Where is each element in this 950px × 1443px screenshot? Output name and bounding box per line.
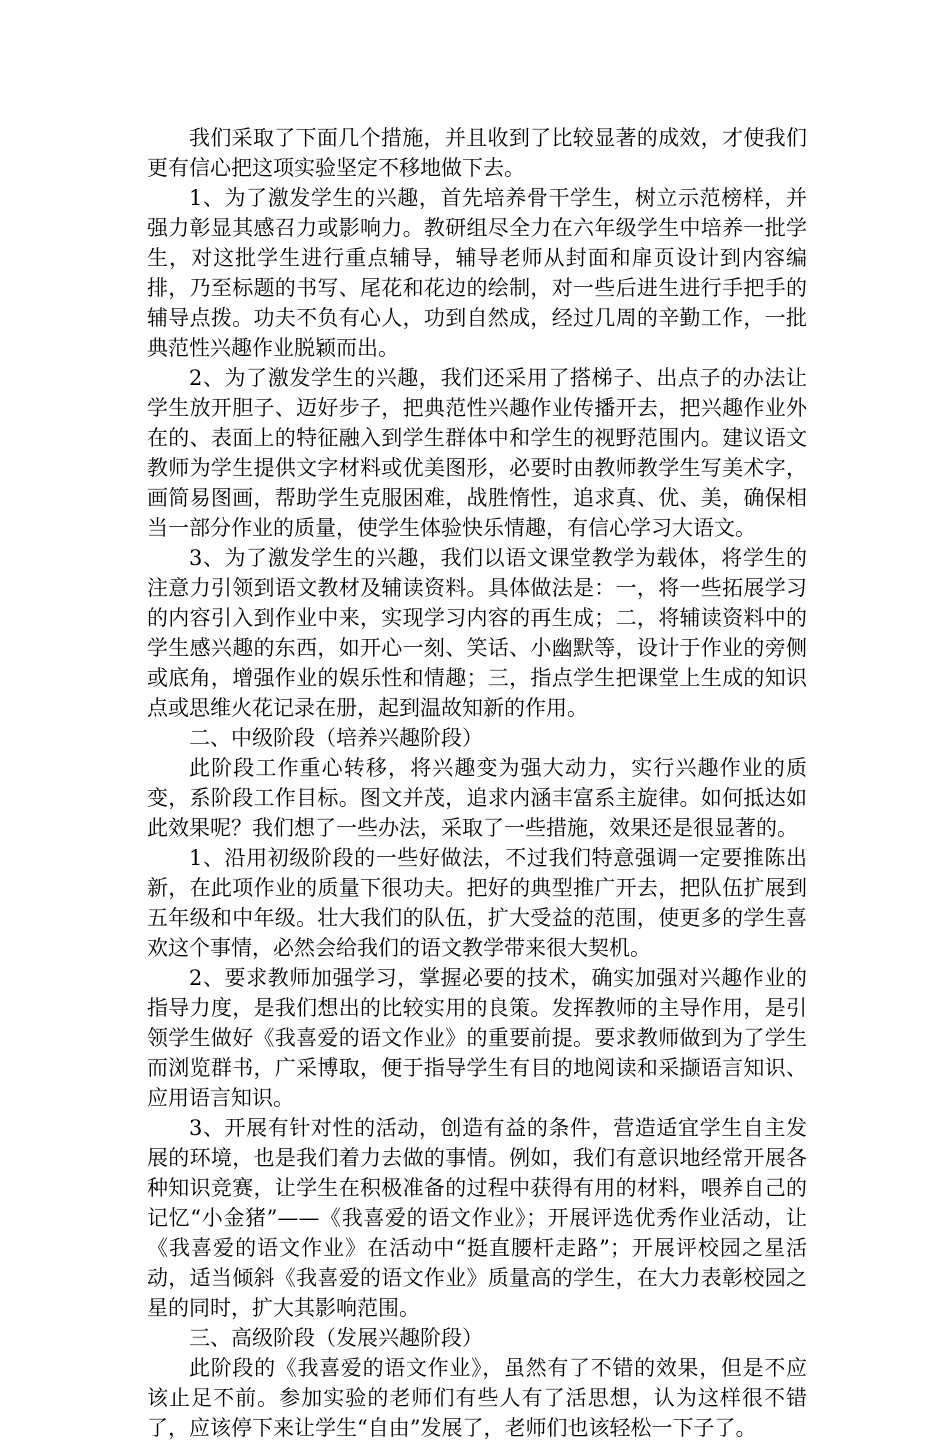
document-body <box>147 123 807 1443</box>
section-heading-advanced: 三、高级阶段（发展兴趣阶段） <box>189 1326 483 1350</box>
paragraph-intermediate-1: 1、沿用初级阶段的一些好做法，不过我们特意强调一定要推陈出新，在此项作业的质量下很功夫。把好的典型推广开去，把队伍扩展到五年级和中年级。壮大我们的队伍，扩大受益的范围，使更多的学生喜欢这个事情，必然会给我们的语文教学带来很大契机。 <box>147 846 807 960</box>
paragraph-intermediate-3: 3、开展有针对性的活动，创造有益的条件，营造适宜学生自主发展的环境，也是我们着力去做的事情。例如，我们有意识地经常开展各种知识竞赛，让学生在积极准备的过程中获得有用的材料，喂养自己的记忆“小金猪”——《我喜爱的语文作业》；开展评选优秀作业活动，让《我喜爱的语文作业》在活动中“挺直腰杆走路”；开展评校园之星活动，适当倾斜《我喜爱的语文作业》质量高的学生，在大力表彰校园之星的同时，扩大其影响范围。 <box>147 1116 807 1320</box>
paragraph-intermediate-intro: 此阶段工作重心转移，将兴趣变为强大动力，实行兴趣作业的质变，系阶段工作目标。图文并茂，追求内涵丰富系主旋律。如何抵达如此效果呢？我们想了一些办法，采取了一些措施，效果还是很显著的。 <box>147 756 807 840</box>
paragraph-advanced-intro: 此阶段的《我喜爱的语文作业》，虽然有了不错的效果，但是不应该止足不前。参加实验的老师们有些人有了活思想，认为这样很不错了，应该停下来让学生“自由”发展了，老师们也该轻松一下子了。 <box>147 1356 807 1440</box>
paragraph-measure-1: 1、为了激发学生的兴趣，首先培养骨干学生，树立示范榜样，并强力彰显其感召力或影响力。教研组尽全力在六年级学生中培养一批学生，对这批学生进行重点辅导，辅导老师从封面和扉页设计到内容编排，乃至标题的书写、尾花和花边的绘制，对一些后进生进行手把手的辅导点拨。功夫不负有心人，功到自然成，经过几周的辛勤工作，一批典范性兴趣作业脱颖而出。 <box>147 186 807 360</box>
paragraph-intermediate-2: 2、要求教师加强学习，掌握必要的技术，确实加强对兴趣作业的指导力度，是我们想出的比较实用的良策。发挥教师的主导作用，是引领学生做好《我喜爱的语文作业》的重要前提。要求教师做到为了学生而浏览群书，广采博取，便于指导学生有目的地阅读和采撷语言知识、应用语言知识。 <box>147 966 807 1110</box>
paragraph-measure-3: 3、为了激发学生的兴趣，我们以语文课堂教学为载体，将学生的注意力引领到语文教材及辅读资料。具体做法是：一，将一些拓展学习的内容引入到作业中来，实现学习内容的再生成；二，将辅读资料中的学生感兴趣的东西，如开心一刻、笑话、小幽默等，设计于作业的旁侧或底角，增强作业的娱乐性和情趣；三，指点学生把课堂上生成的知识点或思维火花记录在册，起到温故知新的作用。 <box>147 546 807 720</box>
paragraph-intro: 我们采取了下面几个措施，并且收到了比较显著的成效，才使我们更有信心把这项实验坚定不移地做下去。 <box>147 126 807 180</box>
paragraph-measure-2: 2、为了激发学生的兴趣，我们还采用了搭梯子、出点子的办法让学生放开胆子、迈好步子，把典范性兴趣作业传播开去，把兴趣作业外在的、表面上的特征融入到学生群体中和学生的视野范围内。建议语文教师为学生提供文字材料或优美图形，必要时由教师教学生写美术字，画简易图画，帮助学生克服困难，战胜惰性，追求真、优、美，确保相当一部分作业的质量，使学生体验快乐情趣，有信心学习大语文。 <box>147 366 807 540</box>
section-heading-intermediate: 二、中级阶段（培养兴趣阶段） <box>189 726 483 750</box>
